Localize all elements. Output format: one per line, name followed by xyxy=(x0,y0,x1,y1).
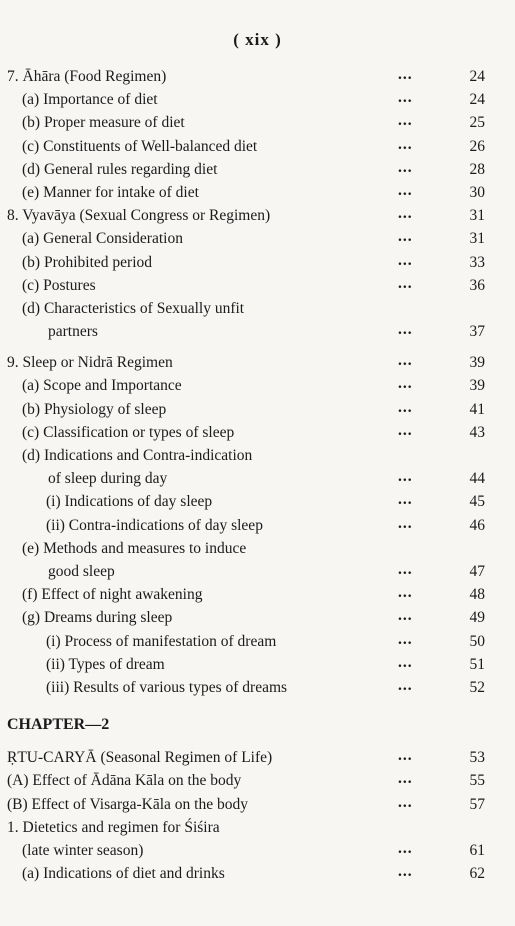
toc-entry xyxy=(0,274,515,300)
entry-page: 47 xyxy=(469,562,485,580)
leader-dots: ... xyxy=(398,630,413,648)
leader-dots: ... xyxy=(398,514,413,532)
entry-page: 28 xyxy=(469,160,485,178)
leader-dots: ... xyxy=(398,421,413,439)
entry-page: 39 xyxy=(469,354,485,372)
leader-dots: ... xyxy=(398,181,413,199)
leader-dots: ... xyxy=(398,793,413,811)
toc-entry xyxy=(0,181,515,207)
toc-entry xyxy=(0,251,515,277)
leader-dots: ... xyxy=(398,863,413,881)
entry-title: (ii) Types of dream xyxy=(46,655,165,673)
entry-title: (a) Importance of diet xyxy=(22,91,158,109)
entry-page: 51 xyxy=(469,655,485,673)
toc-entry xyxy=(0,865,515,888)
entry-title: (a) Indications of diet and drinks xyxy=(22,865,225,883)
entry-title: ṚTU-CARYĀ (Seasonal Regimen of Life) xyxy=(7,749,273,767)
entry-page: 30 xyxy=(469,183,485,201)
entry-page: 49 xyxy=(469,609,485,627)
leader-dots: ... xyxy=(398,205,413,223)
entry-page: 24 xyxy=(469,68,485,85)
entry-title: of sleep during day xyxy=(48,470,168,488)
entry-title: 8. Vyavāya (Sexual Congress or Regimen) xyxy=(7,207,271,225)
entry-title: (d) Characteristics of Sexually unfit xyxy=(22,299,245,317)
entry-title: (iii) Results of various types of dreams xyxy=(46,678,288,696)
entry-page: 53 xyxy=(469,749,485,767)
entry-page: 39 xyxy=(469,377,485,395)
leader-dots: ... xyxy=(398,468,413,486)
entry-title: (ii) Contra-indications of day sleep xyxy=(46,516,263,534)
entry-title: (c) Constituents of Well-balanced diet xyxy=(22,137,258,155)
leader-dots: ... xyxy=(398,274,413,292)
entry-title: partners xyxy=(48,323,98,341)
leader-dots: ... xyxy=(398,112,413,130)
entry-title: (f) Effect of night awakening xyxy=(22,586,203,604)
entry-page: 33 xyxy=(469,253,485,271)
entry-title: (A) Effect of Ādāna Kāla on the body xyxy=(7,772,242,790)
leader-dots: ... xyxy=(398,251,413,269)
toc-entry xyxy=(0,91,515,114)
toc-entry xyxy=(0,398,515,424)
toc-entry xyxy=(0,586,515,609)
toc-entry xyxy=(0,793,515,819)
leader-dots: ... xyxy=(398,607,413,625)
toc-entry xyxy=(0,135,515,161)
leader-dots: ... xyxy=(398,158,413,176)
toc-entry xyxy=(0,114,515,137)
entry-title: 9. Sleep or Nidrā Regimen xyxy=(7,354,173,372)
entry-title: (i) Process of manifestation of dream xyxy=(46,632,277,650)
toc-entry xyxy=(0,207,515,230)
entry-page: 62 xyxy=(469,865,485,883)
leader-dots: ... xyxy=(398,747,413,765)
entry-page: 61 xyxy=(469,842,485,859)
entry-title: (b) Prohibited period xyxy=(22,253,153,271)
entry-page: 48 xyxy=(469,586,485,604)
entry-page: 44 xyxy=(469,470,485,488)
toc-entry xyxy=(0,772,515,795)
leader-dots: ... xyxy=(398,560,413,578)
toc-entry xyxy=(0,68,515,91)
page-number-header: ( xix ) xyxy=(233,30,282,49)
entry-title: 1. Dietetics and regimen for Śiśira xyxy=(7,818,220,836)
toc-entry xyxy=(0,842,515,865)
entry-page: 26 xyxy=(469,137,485,155)
entry-title: (g) Dreams during sleep xyxy=(22,609,173,627)
entry-page: 46 xyxy=(469,516,485,534)
chapter-heading xyxy=(0,716,515,739)
entry-title: (d) General rules regarding diet xyxy=(22,160,218,178)
entry-page: 31 xyxy=(469,230,485,248)
entry-title: (late winter season) xyxy=(22,842,144,859)
entry-title: (d) Indications and Contra-indication xyxy=(22,447,253,464)
leader-dots: ... xyxy=(398,770,413,788)
toc-entry xyxy=(0,230,515,253)
entry-page: 25 xyxy=(469,114,485,132)
toc-entry xyxy=(0,493,515,516)
toc-entry xyxy=(0,514,515,540)
chapter-title: CHAPTER—2 xyxy=(7,716,110,734)
entry-title: (c) Postures xyxy=(22,276,96,294)
entry-title: (b) Physiology of sleep xyxy=(22,400,167,418)
leader-dots: ... xyxy=(398,352,413,370)
leader-dots: ... xyxy=(398,653,413,671)
table-of-contents xyxy=(0,68,515,888)
entry-page: 41 xyxy=(469,400,485,418)
entry-title: (B) Effect of Visarga-Kāla on the body xyxy=(7,795,248,813)
toc-entry xyxy=(0,470,515,493)
entry-title: (e) Manner for intake of diet xyxy=(22,183,199,201)
entry-page: 31 xyxy=(469,207,485,225)
toc-entry xyxy=(0,540,515,563)
leader-dots: ... xyxy=(398,321,413,339)
leader-dots: ... xyxy=(398,135,413,153)
entry-page: 36 xyxy=(469,276,485,294)
entry-page: 45 xyxy=(469,493,485,511)
toc-entry xyxy=(0,676,515,702)
leader-dots: ... xyxy=(398,398,413,416)
leader-dots: ... xyxy=(398,676,413,694)
entry-title: (e) Methods and measures to induce xyxy=(22,539,247,557)
entry-page: 57 xyxy=(469,795,485,813)
leader-dots: ... xyxy=(398,584,413,602)
toc-entry xyxy=(0,653,515,679)
leader-dots: ... xyxy=(398,89,413,107)
toc-entry xyxy=(0,421,515,447)
toc-entry xyxy=(0,609,515,632)
entry-page: 50 xyxy=(469,632,485,650)
entry-title: (c) Classification or types of sleep xyxy=(22,423,235,441)
toc-entry xyxy=(0,819,515,842)
entry-title: (i) Indications of day sleep xyxy=(46,493,213,511)
leader-dots: ... xyxy=(398,491,413,509)
entry-page: 24 xyxy=(469,91,485,109)
toc-entry xyxy=(0,630,515,656)
entry-title: 7. Āhāra (Food Regimen) xyxy=(7,68,167,85)
toc-entry xyxy=(0,300,515,323)
entry-title: (a) Scope and Importance xyxy=(22,377,182,395)
toc-entry xyxy=(0,354,515,377)
leader-dots: ... xyxy=(398,840,413,857)
leader-dots: ... xyxy=(398,66,413,83)
entry-page: 52 xyxy=(469,678,485,696)
entry-page: 43 xyxy=(469,423,485,441)
toc-entry xyxy=(0,377,515,400)
toc-entry xyxy=(0,447,515,470)
toc-entry xyxy=(0,749,515,772)
leader-dots: ... xyxy=(398,228,413,246)
entry-title: good sleep xyxy=(48,562,115,580)
entry-page: 55 xyxy=(469,772,485,790)
leader-dots: ... xyxy=(398,375,413,393)
toc-entry xyxy=(0,323,515,346)
entry-title: (a) General Consideration xyxy=(22,230,183,248)
entry-title: (b) Proper measure of diet xyxy=(22,114,185,132)
toc-entry xyxy=(0,560,515,586)
entry-page: 37 xyxy=(469,323,485,341)
toc-entry xyxy=(0,158,515,184)
